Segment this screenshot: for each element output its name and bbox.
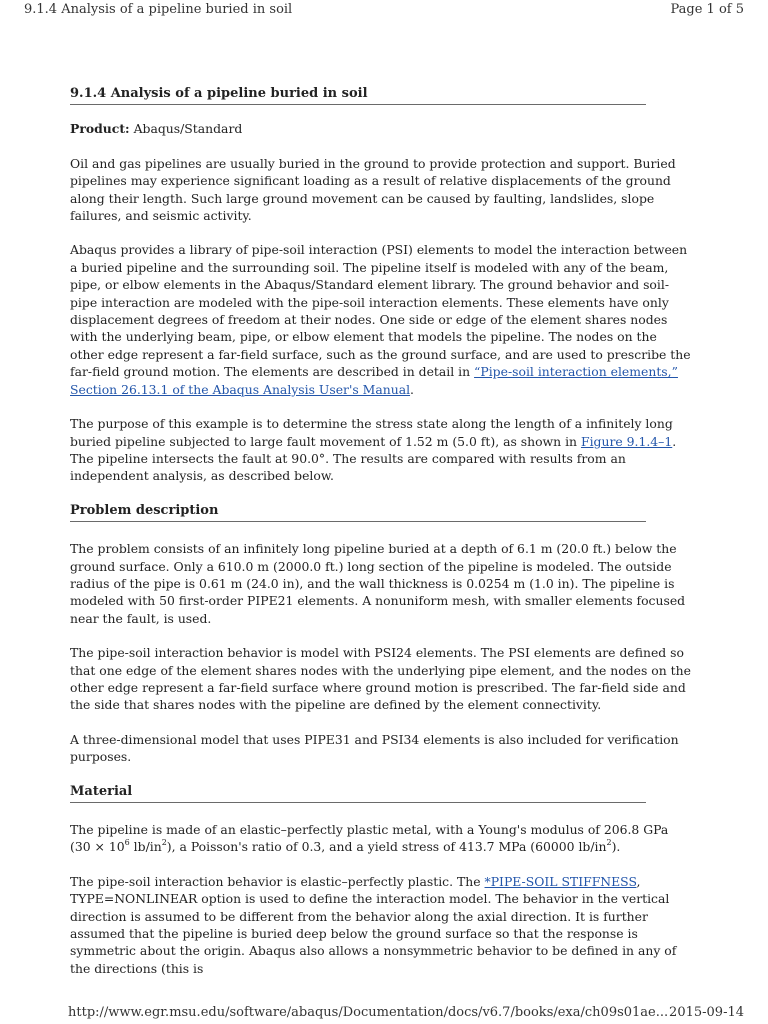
problem-paragraph-1: The problem consists of an infinitely long pipeline buried at a depth of 6.1 m (20.0 ft.) below the ground surface. Only a 610.0 m (2000.0 ft.) long section of the pipeline is modeled. The outside radius of the pipe is 0.61 m (24.0 in), and the wall thickness is 0.0254 m (1.0 in). The pipeline is modeled with 50 first-order PIPE21 elements. A nonuniform mesh, with smaller elements focused near the fault, is used. [70,541,686,626]
psi-elements-link[interactable]: “Pipe-soil interaction elements,” Section 26.13.1 of the Abaqus Analysis User's Manual [70,364,678,397]
page-title: 9.1.4 Analysis of a pipeline buried in soil [70,85,646,105]
superscript-2b: 2 [606,838,612,848]
intro-paragraph-1: Oil and gas pipelines are usually buried in the ground to provide protection and support. Buried pipelines may experience significant loading as a result of relative displacements of the ground along their length. Such large ground movement can be caused by faulting, landslides, slope failures, and seismic activity. [70,155,676,224]
figure-link[interactable]: Figure 9.1.4–1 [580,433,673,449]
intro-p2-text: Abaqus provides a library of pipe-soil interaction (PSI) elements to model the interaction between a buried pipeline and the surrounding soil. The pipeline itself is modeled with any of the beam, pipe, or elbow elements in the Abaqus/Standard element library. The ground behavior and soil-pipe interaction are modeled with the pipe-soil interaction elements. These elements have only displacement degrees of freedom at their nodes. One side or edge of the element shares nodes with the underlying beam, pipe, or elbow element that models the pipeline. The nodes on the other edge represent a far-field surface, such as the ground surface, and are used to prescribe the far-field ground motion. The elements are described in detail in [70,242,691,380]
page-number: Page 1 of 5 [670,2,744,17]
material-paragraph-2 [70,873,692,977]
intro-p3-text: The purpose of this example is to determine the stress state along the length of a infinitely long buried pipeline subjected to large fault movement of 1.52 m (5.0 ft), as shown in [70,416,673,449]
product-value: Abaqus/Standard [133,121,243,137]
material-paragraph-1 [70,821,692,856]
superscript-6: 6 [124,838,130,848]
footer-date: 2015-09-14 [669,1005,744,1020]
footer-url: http://www.egr.msu.edu/software/abaqus/Documentation/docs/v6.7/books/exa/ch09s01ae... [68,1005,669,1020]
document-body [70,85,692,977]
print-footer [0,1002,768,1024]
intro-paragraph-3 [70,415,692,485]
superscript-2: 2 [161,838,167,848]
intro-p2-end: . [410,381,414,397]
material-p1-end: ). [611,839,621,855]
material-p2-rest: , TYPE=NONLINEAR option is used to define the interaction model. The behavior in the vertical direction is assumed to be different from the behavior along the axial direction. It is further assumed that the pipeline is buried deep below the ground surface so that the response is symmetric about the origin. Abaqus also allows a nonsymmetric behavior to be defined in any of the directions (this is [70,873,677,976]
material-p1-text: The pipeline is made of an elastic–perfectly plastic metal, with a Young's modulus of 206.8 GPa (30 × 10 [70,822,669,855]
material-heading: Material [70,783,646,803]
print-header [0,0,768,22]
material-p2-text: The pipe-soil interaction behavior is elastic–perfectly plastic. The [70,873,485,889]
intro-paragraph-2 [70,241,692,398]
pipe-soil-stiffness-link[interactable]: *PIPE-SOIL STIFFNESS [484,873,637,889]
material-p1-unit: lb/in [129,839,162,855]
problem-description-heading: Problem description [70,502,646,522]
product-line [70,120,692,137]
print-header-title: 9.1.4 Analysis of a pipeline buried in soil [24,2,293,17]
material-p1-text-2: ), a Poisson's ratio of 0.3, and a yield stress of 413.7 MPa (60000 lb/in [166,839,607,855]
product-label: Product: [70,121,130,137]
problem-paragraph-2: The pipe-soil interaction behavior is model with PSI24 elements. The PSI elements are defined so that one edge of the element shares nodes with the underlying pipe element, and the nodes on the other edge represent a far-field surface where ground motion is prescribed. The far-field side and the side that shares nodes with the pipeline are defined by the element connectivity. [70,645,691,713]
intro-p3-end: . The pipeline intersects the fault at 90.0°. The results are compared with results from an independent analysis, as described below. [70,433,677,484]
problem-paragraph-3: A three-dimensional model that uses PIPE31 and PSI34 elements is also included for verification purposes. [70,731,679,765]
